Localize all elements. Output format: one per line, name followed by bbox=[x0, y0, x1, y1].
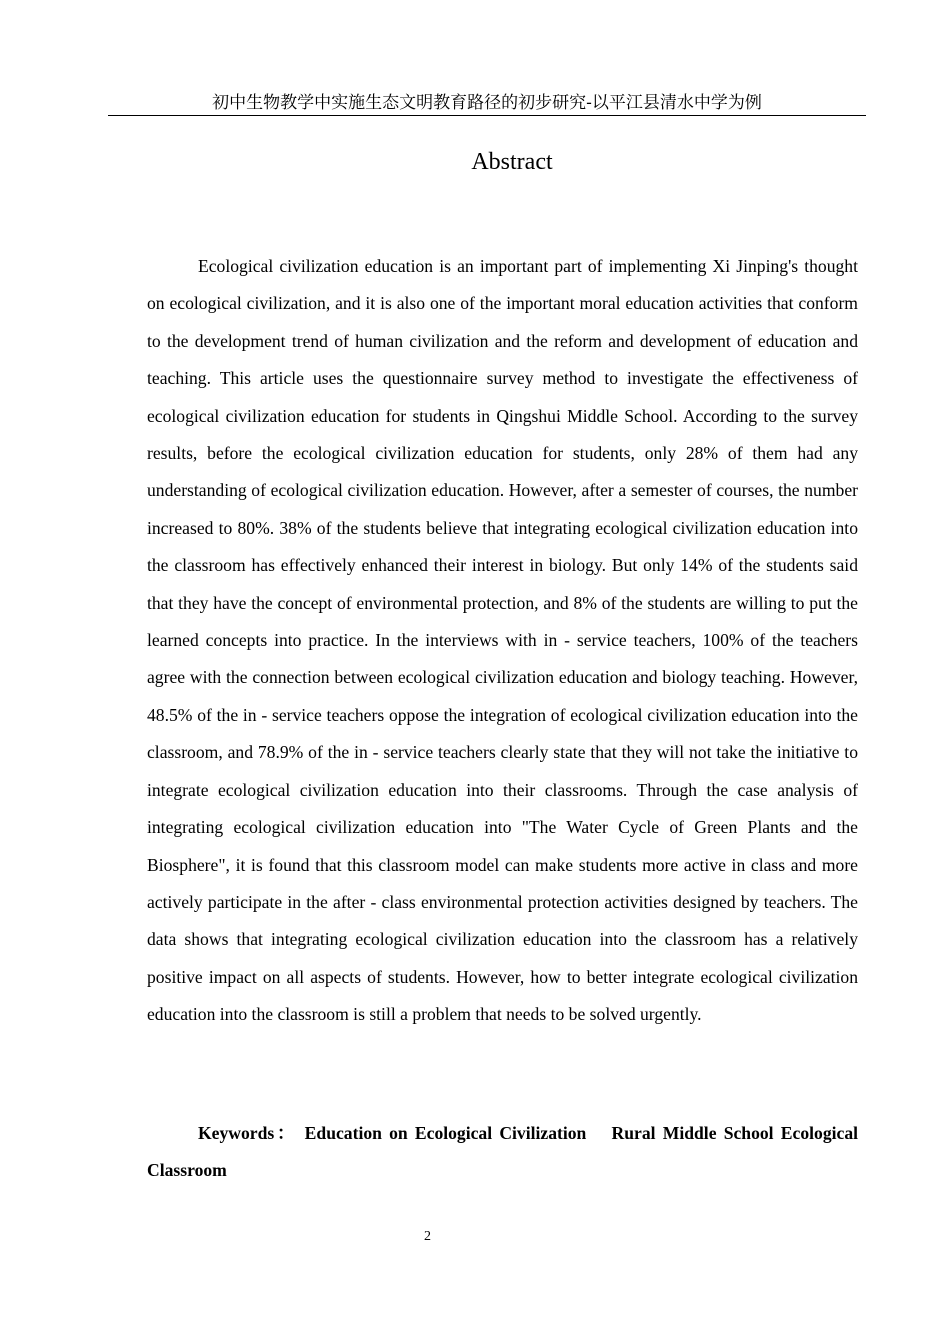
keyword-item: Education on Ecological Civilization bbox=[304, 1123, 587, 1143]
running-header bbox=[108, 92, 866, 116]
page-number: 2 bbox=[424, 1229, 431, 1244]
abstract-title: Abstract bbox=[471, 149, 553, 175]
keywords-label: Keywords： bbox=[198, 1123, 298, 1143]
keywords-section bbox=[147, 1115, 858, 1190]
keyword-item: Ecological Classroom bbox=[147, 1123, 859, 1181]
running-title: 初中生物教学中实施生态文明教育路径的初步研究-以平江县清水中学为例 bbox=[212, 93, 762, 113]
abstract-body: Ecological civilization education is an important part of implementing Xi Jinping's thought on ecological civilization, and it is also one of the important moral education activities that conform to the development trend of human civilization and the reform and development of education and teaching. This article uses the questionnaire survey method to investigate the effectiveness of ecological civilization education for students in Qingshui Middle School. According to the survey results, before the ecological civilization education for students, only 28% of them had any understanding of ecological civilization education. However, after a semester of courses, the number increased to 80%. 38% of the students believe that integrating ecological civilization education into the classroom has effectively enhanced their interest in biology. But only 14% of the students said that they have the concept of environmental protection, and 8% of the students are willing to put the learned concepts into practice. In the interviews with in - service teachers, 100% of the teachers agree with the connection between ecological civilization education and biology teaching. However, 48.5% of the in - service teachers oppose the integration of ecological civilization education into the classroom, and 78.9% of the in - service teachers clearly state that they will not take the initiative to integrate ecological civilization education into their classrooms. Through the case analysis of integrating ecological civilization education into "The Water Cycle of Green Plants and the Biosphere", it is found that this classroom model can make students more active in class and more actively participate in the after - class environmental protection activities designed by teachers. The data shows that integrating ecological civilization education into the classroom has a relatively positive impact on all aspects of students. However, how to better integrate ecological civilization education into the classroom is still a problem that needs to be solved urgently. bbox=[147, 256, 858, 1025]
keyword-item: Rural Middle School bbox=[611, 1123, 774, 1143]
